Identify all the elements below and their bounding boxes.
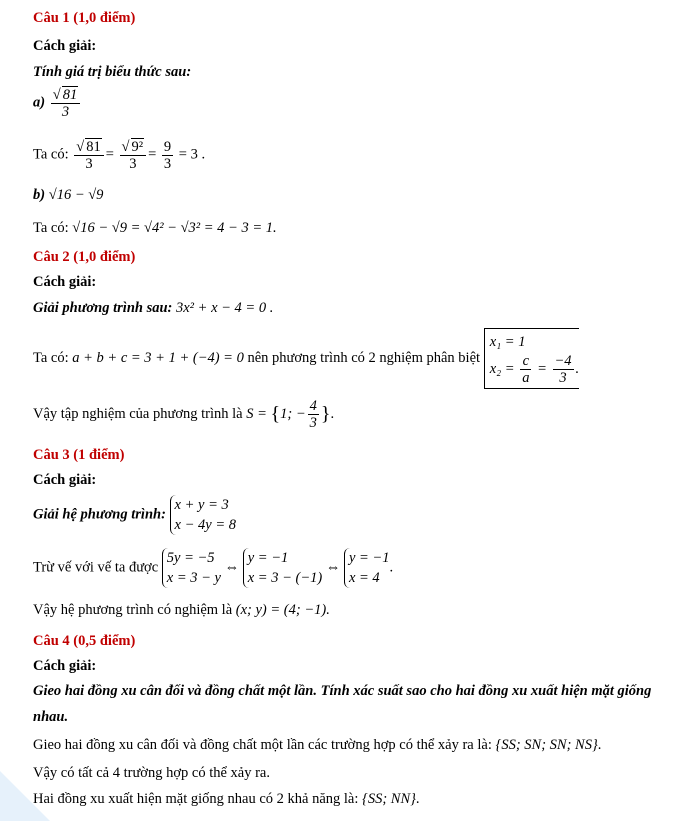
q4-task-line2: nhau. [33,709,69,725]
q1-part-b: b) √16 − √9 [33,187,104,203]
q3-method: Cách giải: [33,472,97,488]
q2-conclusion: Vậy tập nghiệm của phương trình là S = {1; − $\frac{4}{3}$ }. [33,398,335,431]
q1-method: Cách giải: [33,38,97,54]
q3-task: Giải hệ phương trình: x + y = 3 x − 4y = 8 [33,497,236,533]
q1-title: Câu 1 (1,0 điểm) [33,10,136,26]
q3-system: x + y = 3 x − 4y = 8 [170,495,236,535]
q1-b-solution: Ta có: √16 − √9 = √4² − √3² = 4 − 3 = 1. [33,220,277,236]
q1-a-label: a) [33,94,46,111]
q2-method: Cách giải: [33,274,97,290]
q4-task-line1: Gieo hai đồng xu cân đối và đồng chất một lần. Tính xác suất sao cho hai đồng xu xuất hiện mặt giống [33,683,652,699]
q4-line3: Hai đồng xu xuất hiện mặt giống nhau có 2 khả năng là: {SS; NN}. [33,791,420,807]
q4-method: Cách giải: [33,658,97,674]
q2-title: Câu 2 (1,0 điểm) [33,249,136,265]
q4-line2: Vậy có tất cả 4 trường hợp có thể xảy ra. [33,765,270,781]
q3-conclusion: Vậy hệ phương trình có nghiệm là (x; y) = (4; −1). [33,602,330,618]
q2-task: Giải phương trình sau: 3x² + x − 4 = 0 . [33,300,274,316]
q2-roots-bracket: x₁ = 1 x₂ = $\frac{c}{a}$ = $\frac{-4}{3}$ . [484,328,579,389]
q1-task: Tính giá trị biểu thức sau: [33,64,192,80]
q2-solution: Ta có: a + b + c = 3 + 1 + (−4) = 0 nên phương trình có 2 nghiệm phân biệt x₁ = 1 x₂ = $\frac{c}{a}$ = $\frac{-4}{3}$ . [33,328,579,389]
q3-steps: Trừ vế với vế ta được 5y = −5 x = 3 − y ⇔ y = −1 x = 3 − (−1) ⇔ y = −1 x = 4 . [33,550,394,586]
q1-part-a [33,86,82,120]
q3-title: Câu 3 (1 điểm) [33,447,125,463]
q4-title: Câu 4 (0,5 điểm) [33,633,136,649]
corner-watermark [0,761,60,821]
q1-a-solution: Ta có: $\frac{√ 81}{3}$ = $\frac{\text{√ 9²}}{3}$ = $\frac{9}{3}$ = 3 . [33,138,206,172]
q1-a-fraction: $\frac{√ 81}{3}$ [51,86,80,120]
q4-line1: Gieo hai đồng xu cân đối và đồng chất một lần các trường hợp có thể xảy ra là: {SS; SN; SN; NS}. [33,737,602,753]
